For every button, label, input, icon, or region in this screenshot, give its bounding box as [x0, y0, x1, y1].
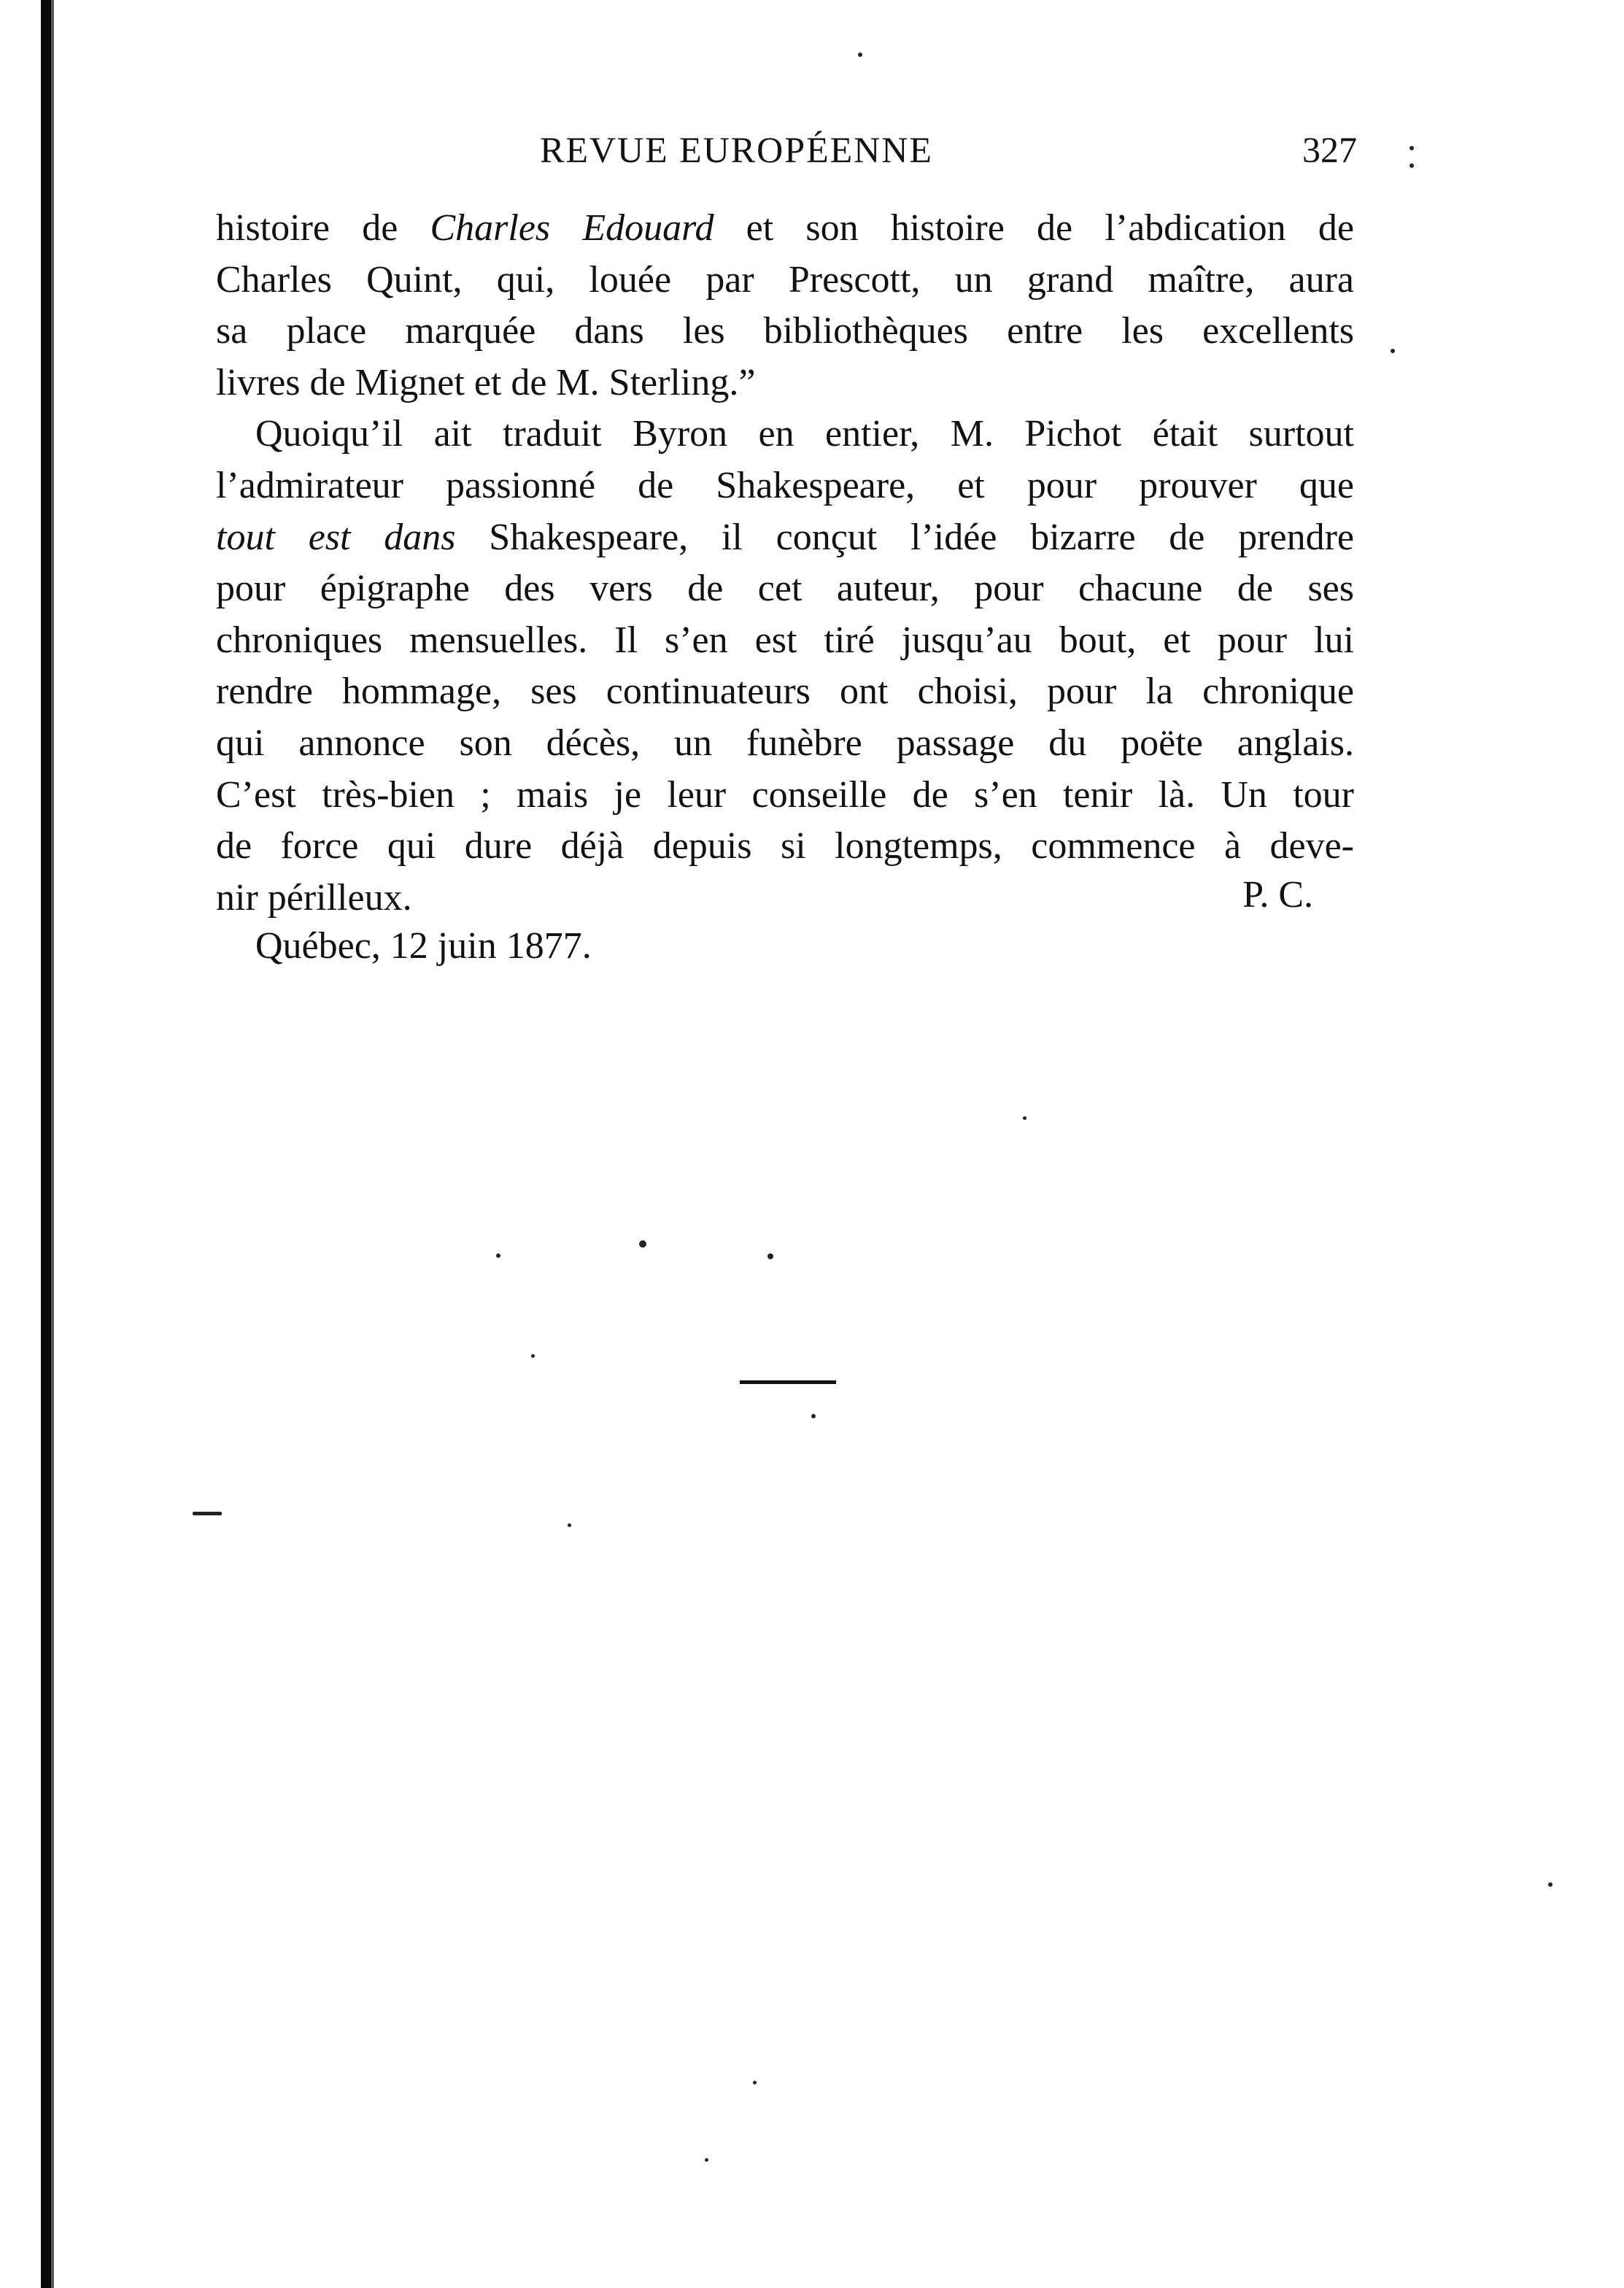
ink-speck	[639, 1240, 646, 1248]
ink-speck	[568, 1523, 571, 1527]
ink-speck	[1410, 163, 1414, 168]
text-line: sa place marquée dans les bibliothèques entre les excellents	[216, 310, 1354, 352]
ink-speck	[1391, 349, 1395, 353]
body-text	[216, 203, 1354, 924]
text-line: livres de Mignet et de M. Sterling.”	[216, 361, 756, 403]
page-number: 327	[1302, 129, 1357, 170]
text-line: de force qui dure déjà depuis si longtemps, commence à deve-	[216, 825, 1354, 867]
ink-speck	[1548, 1882, 1553, 1887]
text-line: C’est très-bien ; mais je leur conseille de s’en tenir là. Un tour	[216, 773, 1354, 816]
text-line: tout est dans Shakespeare, il conçut l’idée bizarre de prendre	[216, 516, 1354, 558]
running-title: REVUE EUROPÉENNE	[540, 129, 933, 170]
text-line: rendre hommage, ses continuateurs ont choisi, pour la chronique	[216, 670, 1354, 713]
ink-speck	[496, 1253, 500, 1258]
text-line: l’admirateur passionné de Shakespeare, et pour prouver que	[216, 464, 1354, 506]
text-line: histoire de Charles Edouard et son histoire de l’abdication de	[216, 207, 1354, 249]
ink-speck	[705, 2158, 708, 2162]
text-line: Charles Quint, qui, louée par Prescott, un grand maître, aura	[216, 258, 1354, 301]
ink-speck	[858, 53, 862, 57]
text-line: Quoiqu’il ait traduit Byron en entier, M. Pichot était surtout	[255, 413, 1354, 455]
signature: P. C.	[1242, 874, 1313, 916]
ink-speck	[1023, 1116, 1026, 1120]
running-head	[219, 124, 1357, 175]
page-binding-shadow	[51, 0, 54, 2288]
ink-speck	[753, 2081, 757, 2084]
ink-speck	[811, 1414, 816, 1418]
ink-speck	[1410, 146, 1414, 150]
text-line: chroniques mensuelles. Il s’en est tiré jusqu’au bout, et pour lui	[216, 619, 1354, 661]
ink-speck	[193, 1512, 222, 1515]
ink-speck	[531, 1354, 535, 1358]
ink-speck	[767, 1253, 773, 1259]
text-line: qui annonce son décès, un funèbre passage du poëte anglais.	[216, 722, 1354, 764]
text-line: nir périlleux.	[216, 876, 412, 919]
page-binding-edge	[41, 0, 51, 2288]
dateline: Québec, 12 juin 1877.	[255, 925, 592, 967]
end-rule	[740, 1380, 836, 1384]
text-line: pour épigraphe des vers de cet auteur, pour chacune de ses	[216, 568, 1354, 610]
